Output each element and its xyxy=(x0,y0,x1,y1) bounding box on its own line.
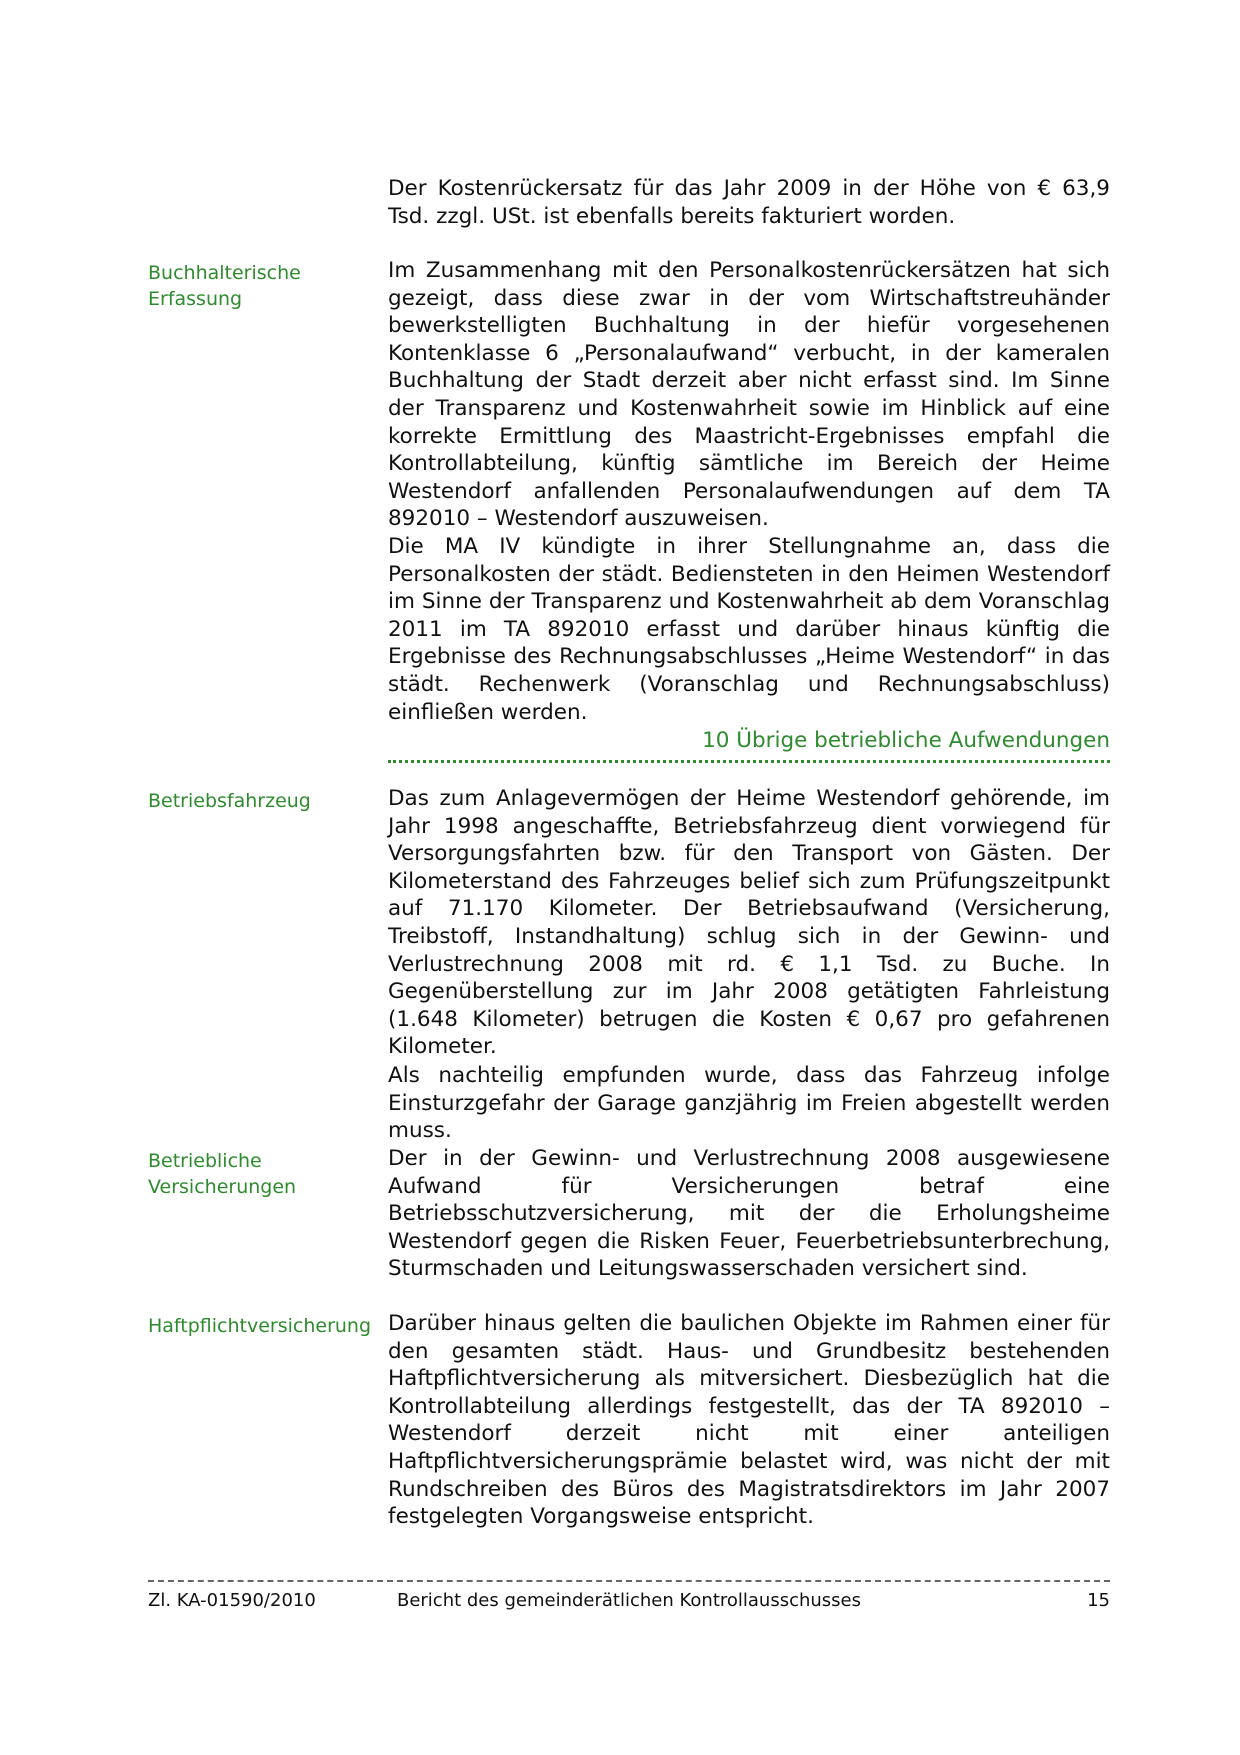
paragraph-stellungnahme: Die MA IV kündigte in ihrer Stellungnahme an, dass die Personalkosten der städt. Bediensteten in den Heimen Westendorf im Sinne der Transparenz und Kostenwahrheit ab dem Voranschlag 2011 im TA 892010 erfasst und darüber hinaus künftig die Ergebnisse des Rechnungsabschlusses „Heime Westendorf“ in das städt. Rechenwerk (Voranschlag und Rechnungsabschluss) einfließen werden. xyxy=(388,534,1110,725)
paragraph-buchhaltung: Im Zusammenhang mit den Personalkostenrückersätzen hat sich gezeigt, dass diese zwar in der vom Wirtschaftstreuhänder bewerkstelligten Buchhaltung in der hiefür vorgesehenen Kontenklasse 6 „Personalaufwand“ verbucht, in der kameralen Buchhaltung der Stadt derzeit aber nicht erfasst sind. Im Sinne der Transparenz und Kostenwahrheit sowie im Hinblick auf eine korrekte Ermittlung des Maastricht-Ergebnisses empfahl die Kontrollabteilung, künftig sämtliche im Bereich der Heime Westendorf anfallenden Personalaufwendungen auf dem TA 892010 – Westendorf auszuweisen. xyxy=(388,258,1110,532)
paragraph-garage: Als nachteilig empfunden wurde, dass das Fahrzeug infolge Einsturzgefahr der Garage ganzjährig im Freien abgestellt werden muss. xyxy=(388,1063,1110,1144)
footer-reference: Zl. KA-01590/2010 xyxy=(148,1590,316,1611)
side-label-fahrzeug: Betriebsfahrzeug xyxy=(148,790,311,812)
paragraph-haftpflicht: Darüber hinaus gelten die baulichen Objekte im Rahmen einer für den gesamten städt. Haus- und Grundbesitz bestehenden Haftpflichtversicherung als mitversichert. Diesbezüglich hat die Kontrollabteilung allerdings festgestellt, das der TA 892010 – Westendorf derzeit nicht mit einer anteiligen Haftpflichtversicherungsprämie belastet wird, was nicht der mit Rundschreiben des Büros des Magistratsdirektors im Jahr 2007 festgelegten Vorgangsweise entspricht. xyxy=(388,1311,1110,1530)
section-heading-block xyxy=(388,727,1110,763)
footer-title: Bericht des gemeinderätlichen Kontrollausschusses xyxy=(396,1590,862,1611)
section-heading: 10 Übrige betriebliche Aufwendungen xyxy=(702,728,1110,753)
section-heading-rule xyxy=(388,760,1110,763)
side-label-haftpflicht: Haftpflichtversicherung xyxy=(148,1315,372,1337)
side-label-versicherungen: Betriebliche Versicherungen xyxy=(148,1150,297,1198)
paragraph-versicherungen: Der in der Gewinn- und Verlustrechnung 2008 ausgewiesene Aufwand für Versicherungen betraf eine Betriebsschutzversicherung, mit der die Erholungsheime Westendorf gegen die Risken Feuer, Feuerbetriebsunterbrechung, Sturmschaden und Leitungswasserschaden versichert sind. xyxy=(388,1146,1110,1282)
footer-page-number: 15 xyxy=(1087,1590,1110,1611)
paragraph-fahrzeug: Das zum Anlagevermögen der Heime Westendorf gehörende, im Jahr 1998 angeschaffte, Betriebsfahrzeug dient vorwiegend für Versorgungsfahrten bzw. für den Transport von Gästen. Der Kilometerstand des Fahrzeuges belief sich zum Prüfungszeitpunkt auf 71.170 Kilometer. Der Betriebsaufwand (Versicherung, Treibstoff, Instandhaltung) schlug sich in der Gewinn- und Verlustrechnung 2008 mit rd. € 1,1 Tsd. zu Buche. In Gegenüberstellung zur im Jahr 2008 getätigten Fahrleistung (1.648 Kilometer) betrugen die Kosten € 0,67 pro gefahrenen Kilometer. xyxy=(388,786,1110,1060)
paragraph-intro: Der Kostenrückersatz für das Jahr 2009 in der Höhe von € 63,9 Tsd. zzgl. USt. ist ebenfalls bereits fakturiert worden. xyxy=(388,176,1110,229)
footer-rule xyxy=(148,1580,1110,1582)
side-label-buchhaltung: Buchhalterische Erfassung xyxy=(148,262,301,310)
